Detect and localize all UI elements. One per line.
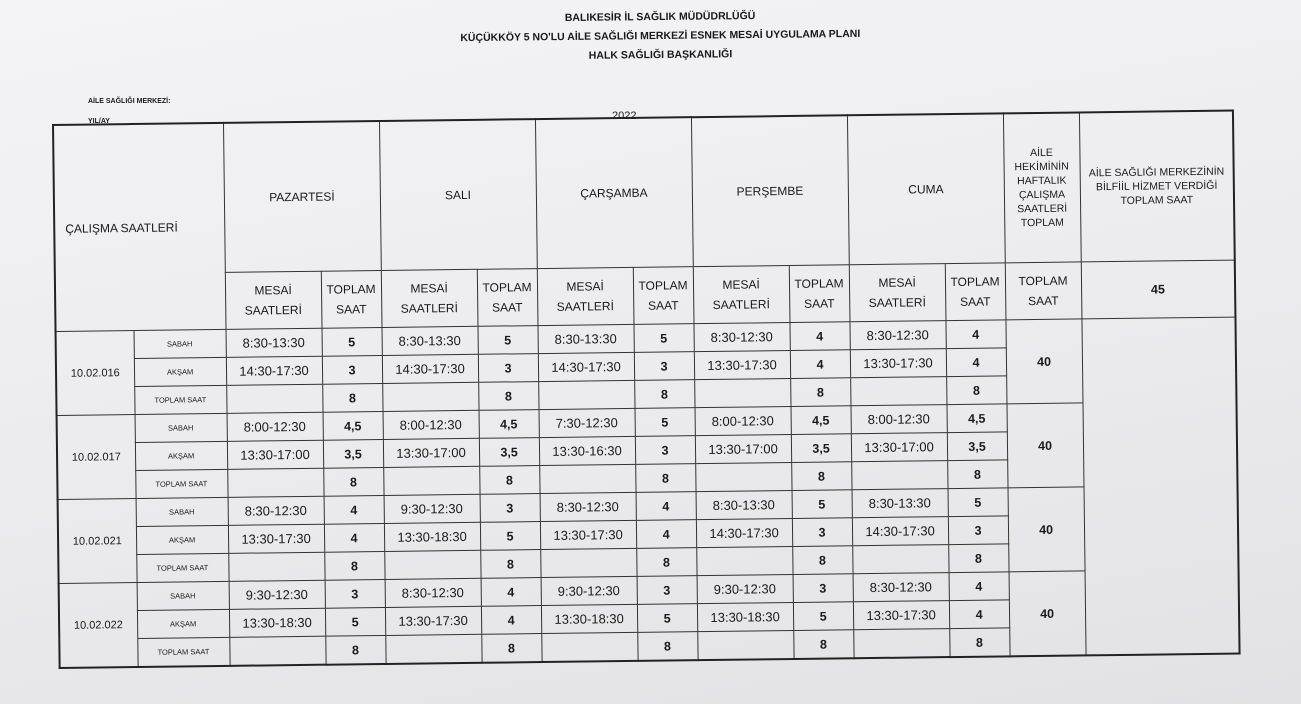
sabah-total-sali: 5: [478, 326, 538, 355]
aksam-hours-cuma: 14:30-17:30: [852, 517, 948, 546]
sabah-total-cuma: 5: [948, 488, 1008, 517]
weekly-total: 40: [1009, 571, 1086, 656]
sabah-hours-pazartesi: 9:30-12:30: [229, 580, 325, 609]
day-total-carsamba: 8: [637, 632, 697, 661]
aksam-total-persembe: 4: [790, 350, 850, 379]
toplam-empty-persembe: [696, 546, 792, 575]
header-line-2: KÜÇÜKKÖY 5 NO'LU AİLE SAĞLIĞI MERKEZİ ESNEK MESAİ UYGULAMA PLANI: [460, 27, 861, 45]
group-id: 10.02.022: [59, 583, 138, 668]
sabah-hours-pazartesi: 8:00-12:30: [227, 412, 323, 441]
aksam-label: AKŞAM: [137, 609, 229, 638]
sabah-label: SABAH: [136, 497, 228, 526]
toplam-empty-sali: [383, 466, 479, 495]
aksam-total-pazartesi: 3: [322, 355, 382, 384]
aksam-total-cuma: 3: [948, 516, 1008, 545]
day-total-carsamba: 8: [634, 380, 694, 409]
aksam-hours-sali: 13:30-17:30: [385, 606, 481, 635]
sabah-hours-carsamba: 8:30-12:30: [540, 492, 636, 521]
aksam-hours-persembe: 14:30-17:30: [696, 518, 792, 547]
sub-toplam-cuma: TOPLAM SAAT: [945, 263, 1006, 321]
sabah-total-pazartesi: 5: [322, 327, 382, 356]
toplam-empty-pazartesi: [228, 552, 324, 581]
year-label: 2022: [612, 110, 637, 122]
sub-mesai-cuma: MESAİ SAATLERİ: [849, 264, 946, 322]
sub-mesai-carsamba: MESAİ SAATLERİ: [537, 267, 634, 325]
day-total-pazartesi: 8: [323, 467, 383, 496]
sabah-hours-sali: 8:00-12:30: [383, 410, 479, 439]
day-total-sali: 8: [481, 634, 541, 663]
group-id: 10.02.021: [58, 499, 137, 584]
sabah-total-cuma: 4: [946, 320, 1006, 349]
sabah-hours-pazartesi: 8:30-13:30: [226, 328, 322, 357]
toplam-label: TOPLAM SAAT: [134, 385, 226, 414]
aksam-hours-sali: 13:30-18:30: [384, 522, 480, 551]
toplam-empty-pazartesi: [227, 468, 323, 497]
sabah-hours-sali: 9:30-12:30: [384, 494, 480, 523]
sabah-hours-persembe: 8:00-12:30: [695, 406, 791, 435]
aksam-total-sali: 3: [478, 354, 538, 383]
sabah-total-sali: 4: [481, 578, 541, 607]
sabah-total-sali: 3: [480, 494, 540, 523]
aksam-hours-cuma: 13:30-17:00: [851, 433, 947, 462]
sabah-total-persembe: 5: [792, 490, 852, 519]
aksam-hours-carsamba: 14:30-17:30: [538, 352, 634, 381]
sabah-total-cuma: 4,5: [947, 404, 1007, 433]
aksam-total-persembe: 3: [792, 518, 852, 547]
aksam-total-carsamba: 5: [637, 604, 697, 633]
toplam-empty-persembe: [694, 379, 790, 408]
sabah-total-pazartesi: 3: [325, 579, 385, 608]
toplam-label: TOPLAM SAAT: [135, 469, 227, 498]
day-total-carsamba: 8: [635, 464, 695, 493]
toplam-empty-sali: [385, 634, 481, 664]
aksam-total-sali: 4: [481, 606, 541, 635]
day-total-sali: 8: [478, 382, 538, 411]
aksam-hours-pazartesi: 14:30-17:30: [226, 356, 322, 385]
sabah-total-cuma: 4: [949, 572, 1009, 601]
sabah-total-persembe: 3: [793, 574, 853, 603]
yil-ay-label: YIL/AY: [88, 118, 110, 125]
toplam-label: TOPLAM SAAT: [136, 553, 228, 582]
day-header-sali: SALI: [379, 119, 537, 270]
aksam-label: AKŞAM: [135, 441, 227, 470]
day-header-carsamba: ÇARŞAMBA: [535, 117, 693, 268]
aksam-hours-pazartesi: 13:30-18:30: [229, 608, 325, 637]
sabah-hours-cuma: 8:30-12:30: [850, 321, 946, 350]
sabah-total-sali: 4,5: [479, 410, 539, 439]
center-total-hours: 45: [1081, 260, 1236, 319]
toplam-empty-sali: [384, 550, 480, 579]
sabah-total-persembe: 4: [790, 322, 850, 351]
day-header-pazartesi: PAZARTESİ: [223, 121, 381, 272]
sabah-total-pazartesi: 4: [324, 495, 384, 524]
schedule-table: [52, 110, 1241, 669]
sabah-total-pazartesi: 4,5: [323, 411, 383, 440]
aksam-hours-cuma: 13:30-17:30: [853, 601, 949, 630]
sabah-hours-persembe: 8:30-13:30: [696, 490, 792, 519]
aksam-hours-pazartesi: 13:30-17:30: [228, 524, 324, 553]
sabah-hours-sali: 8:30-12:30: [385, 578, 481, 607]
aksam-total-pazartesi: 4: [324, 523, 384, 552]
group-id: 10.02.017: [57, 415, 136, 500]
toplam-empty-cuma: [853, 629, 949, 659]
day-total-sali: 8: [480, 550, 540, 579]
toplam-empty-cuma: [852, 545, 948, 574]
aksam-total-carsamba: 3: [635, 436, 695, 465]
sabah-hours-persembe: 9:30-12:30: [697, 574, 793, 603]
day-total-persembe: 8: [792, 546, 852, 575]
aksam-hours-persembe: 13:30-17:00: [695, 434, 791, 463]
sabah-label: SABAH: [137, 581, 229, 610]
aksam-hours-cuma: 13:30-17:30: [850, 349, 946, 378]
day-total-pazartesi: 8: [324, 551, 384, 580]
sabah-hours-cuma: 8:30-13:30: [852, 489, 948, 518]
day-total-persembe: 8: [790, 378, 850, 407]
toplam-empty-pazartesi: [229, 636, 325, 666]
aksam-total-cuma: 4: [946, 348, 1006, 377]
aksam-hours-persembe: 13:30-18:30: [697, 602, 793, 631]
toplam-empty-carsamba: [539, 464, 635, 493]
aksam-hours-carsamba: 13:30-17:30: [540, 520, 636, 549]
day-total-cuma: 8: [947, 460, 1007, 489]
toplam-empty-cuma: [851, 461, 947, 490]
day-total-carsamba: 8: [636, 548, 696, 577]
aksam-total-cuma: 3,5: [947, 432, 1007, 461]
group-id: 10.02.016: [56, 331, 135, 416]
aksam-hours-sali: 13:30-17:00: [383, 438, 479, 467]
toplam-label: TOPLAM SAAT: [137, 637, 229, 667]
schedule-table-wrap: [52, 110, 1241, 669]
toplam-empty-carsamba: [540, 548, 636, 577]
aksam-label: AKŞAM: [136, 525, 228, 554]
aksam-label: AKŞAM: [134, 357, 226, 386]
sub-toplam-pazartesi: TOPLAM SAAT: [321, 270, 382, 328]
aksam-total-carsamba: 4: [636, 520, 696, 549]
weekly-total: 40: [1006, 319, 1083, 404]
day-total-persembe: 8: [793, 630, 853, 659]
sabah-hours-cuma: 8:30-12:30: [853, 573, 949, 602]
sub-toplam-persembe: TOPLAM SAAT: [789, 265, 850, 323]
aksam-total-pazartesi: 3,5: [323, 439, 383, 468]
sabah-label: SABAH: [135, 413, 227, 442]
sabah-total-carsamba: 5: [635, 408, 695, 437]
sub-mesai-persembe: MESAİ SAATLERİ: [693, 266, 790, 324]
day-total-cuma: 8: [946, 376, 1006, 405]
day-header-persembe: PERŞEMBE: [691, 115, 849, 266]
weekly-hours-header: AİLE HEKİMİNİN HAFTALIK ÇALIŞMA SAATLERİ TOPLAM: [1003, 112, 1081, 262]
day-total-persembe: 8: [791, 462, 851, 491]
sabah-hours-persembe: 8:30-12:30: [694, 323, 790, 352]
sub-toplam-carsamba: TOPLAM SAAT: [633, 267, 694, 325]
weekly-total: 40: [1008, 487, 1085, 572]
aksam-total-sali: 3,5: [479, 438, 539, 467]
header-line-1: BALIKESİR İL SAĞLIK MÜDÜDRLÜĞÜ: [564, 10, 756, 24]
center-hours-header: AİLE SAĞLIĞI MERKEZİNİN BİLFİİL HİZMET VERDİĞİ TOPLAM SAAT: [1079, 111, 1235, 262]
toplam-empty-carsamba: [541, 632, 637, 662]
calisma-saatleri-header: ÇALIŞMA SAATLERİ: [53, 123, 226, 332]
document-header: [380, 5, 941, 68]
toplam-empty-cuma: [850, 377, 946, 406]
schedule-body: [56, 317, 1240, 668]
sabah-hours-carsamba: 7:30-12:30: [539, 408, 635, 437]
aksam-total-sali: 5: [480, 522, 540, 551]
aksam-total-persembe: 5: [793, 602, 853, 631]
sabah-total-carsamba: 5: [634, 324, 694, 353]
sabah-total-persembe: 4,5: [791, 406, 851, 435]
aksam-total-pazartesi: 5: [325, 607, 385, 636]
weekly-total: 40: [1007, 403, 1084, 488]
sabah-total-carsamba: 4: [636, 492, 696, 521]
aksam-total-cuma: 4: [949, 600, 1009, 629]
day-total-cuma: 8: [949, 628, 1009, 657]
day-total-pazartesi: 8: [325, 635, 385, 664]
sabah-hours-carsamba: 8:30-13:30: [538, 324, 634, 353]
sabah-hours-cuma: 8:00-12:30: [851, 405, 947, 434]
sabah-total-carsamba: 3: [637, 576, 697, 605]
toplam-empty-persembe: [695, 462, 791, 491]
aksam-hours-carsamba: 13:30-18:30: [541, 604, 637, 633]
sub-mesai-pazartesi: MESAİ SAATLERİ: [225, 271, 322, 329]
aksam-total-persembe: 3,5: [791, 434, 851, 463]
sub-toplam-sali: TOPLAM SAAT: [477, 269, 538, 327]
toplam-empty-pazartesi: [226, 384, 322, 413]
sabah-hours-pazartesi: 8:30-12:30: [228, 496, 324, 525]
aksam-hours-carsamba: 13:30-16:30: [539, 436, 635, 465]
asm-label: AİLE SAĞLIĞI MERKEZİ:: [88, 98, 171, 105]
header-line-3: HALK SAĞLIĞI BAŞKANLIĞI: [588, 48, 733, 62]
day-total-pazartesi: 8: [322, 383, 382, 412]
aksam-hours-persembe: 13:30-17:30: [694, 351, 790, 380]
toplam-empty-persembe: [697, 630, 793, 660]
day-total-sali: 8: [479, 466, 539, 495]
aksam-hours-pazartesi: 13:30-17:00: [227, 440, 323, 469]
sabah-label: SABAH: [134, 329, 226, 358]
aksam-total-carsamba: 3: [634, 352, 694, 381]
sub-mesai-sali: MESAİ SAATLERİ: [381, 269, 478, 327]
day-total-cuma: 8: [948, 544, 1008, 573]
toplam-empty-carsamba: [538, 380, 634, 409]
toplam-empty-sali: [382, 382, 478, 411]
aksam-hours-sali: 14:30-17:30: [382, 354, 478, 383]
sabah-hours-carsamba: 9:30-12:30: [541, 576, 637, 605]
sub-weekly-toplam: TOPLAM SAAT: [1005, 262, 1082, 320]
day-header-cuma: CUMA: [847, 113, 1005, 264]
sabah-hours-sali: 8:30-13:30: [382, 326, 478, 355]
